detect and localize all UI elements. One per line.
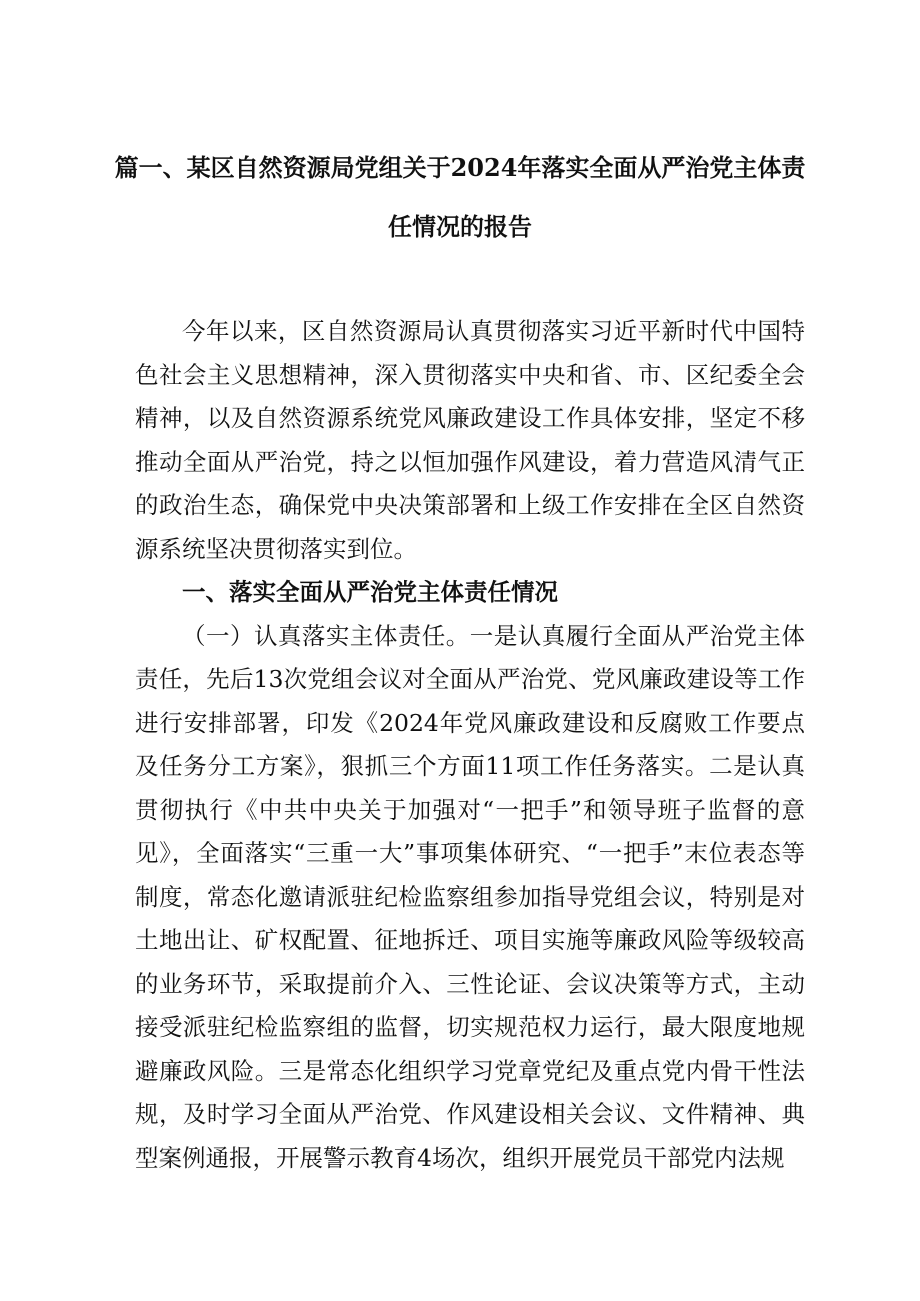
section-heading-1: 一、落实全面从严治党主体责任情况	[182, 578, 558, 606]
section-1-paragraph-1: （一）认真落实主体责任。一是认真履行全面从严治党主体责任，先后13次党组会议对全面从严治党、党风廉政建设等工作进行安排部署，印发《2024年党风廉政建设和反腐败工作要点及任务分工方案》，狠抓三个方面11项工作任务落实。二是认真贯彻执行《中共中央关于加强对“一把手”和领导班子监督的意见》，全面落实“三重一大”事项集体研究、“一把手”末位表态等制度，常态化邀请派驻纪检监察组参加指导党组会议，特别是对土地出让、矿权配置、征地拆迁、项目实施等廉政风险等级较高的业务环节，采取提前介入、三性论证、会议决策等方式，主动接受派驻纪检监察组的监督，切实规范权力运行，最大限度地规避廉政风险。三是常态化组织学习党章党纪及重点党内骨干性法规，及时学习全面从严治党、作风建设相关会议、文件精神、典型案例通报，开展警示教育4场次，组织开展党员干部党内法规	[135, 621, 805, 1172]
document-body	[135, 310, 805, 1180]
intro-paragraph: 今年以来，区自然资源局认真贯彻落实习近平新时代中国特色社会主义思想精神，深入贯彻落实中央和省、市、区纪委全会精神，以及自然资源系统党风廉政建设工作具体安排，坚定不移推动全面从严治党，持之以恒加强作风建设，着力营造风清气正的政治生态，确保党中央决策部署和上级工作安排在全区自然资源系统坚决贯彻落实到位。	[135, 317, 805, 563]
document-title-line-2: 任情况的报告	[388, 212, 532, 241]
document-title-line-1: 篇一、某区自然资源局党组关于2024年落实全面从严治党主体责	[114, 153, 806, 182]
